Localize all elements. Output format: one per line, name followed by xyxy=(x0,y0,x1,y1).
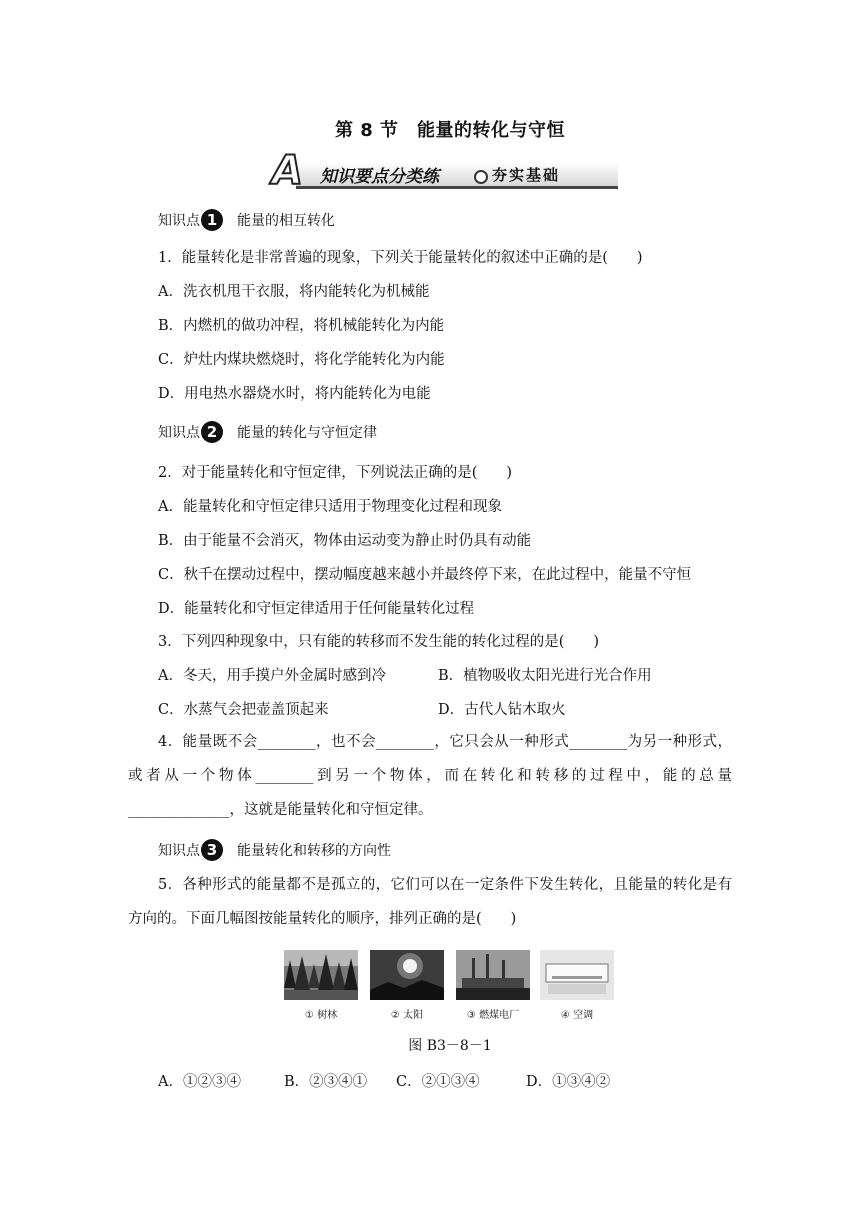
question-2-option-b: B．由于能量不会消灭，物体由运动变为静止时仍具有动能 xyxy=(158,533,532,549)
question-1-option-a: A．洗衣机甩干衣服，将内能转化为机械能 xyxy=(158,284,430,300)
question-4-text: 4．能量既不会________，也不会________，它只会从一种形式________为另一种形式，或者从一个物体________到另一个物体，而在转化和转移的过程中，能的总量______________，这就是能量转化和守恒定律。 xyxy=(128,734,732,818)
banner-subtitle: 夯实基础 xyxy=(492,166,561,184)
sun-photo xyxy=(370,950,444,1000)
question-1-option-b: B．内燃机的做功冲程，将机械能转化为内能 xyxy=(158,318,445,334)
knowledge-point-title: 能量的转化与守恒定律 xyxy=(237,425,377,441)
section-banner xyxy=(270,148,620,194)
question-3-stem: 3．下列四种现象中，只有能的转移而不发生能的转化过程的是( ) xyxy=(158,634,600,650)
number-3-icon: 3 xyxy=(201,839,223,861)
knowledge-point-title: 能量的相互转化 xyxy=(237,213,335,229)
forest-photo xyxy=(284,950,358,1000)
banner-dot-icon xyxy=(474,170,488,184)
knowledge-point-2 xyxy=(158,421,377,443)
question-2-option-d: D．能量转化和守恒定律适用于任何能量转化过程 xyxy=(158,601,475,617)
question-5-option-c: C．②①③④ xyxy=(396,1074,480,1090)
figure-b3-8-1 xyxy=(284,950,614,1026)
banner-title: 知识要点分类练 xyxy=(320,167,439,187)
question-5-option-b: B．②③④① xyxy=(284,1074,368,1090)
air-conditioner-photo xyxy=(540,950,614,1000)
figure-label: 图 B3－8－1 xyxy=(408,1038,492,1054)
figure-caption-1: ① 树林 xyxy=(304,1010,338,1021)
question-3-option-d: D．古代人钻木取火 xyxy=(438,702,566,718)
number-2-icon: 2 xyxy=(201,421,223,443)
figure-caption-2: ② 太阳 xyxy=(390,1010,424,1021)
number-1-icon: 1 xyxy=(201,209,223,231)
knowledge-point-3 xyxy=(158,839,391,861)
question-5-stem: 5．各种形式的能量都不是孤立的，它们可以在一定条件下发生转化，且能量的转化是有方向的。下面几幅图按能量转化的顺序，排列正确的是( ) xyxy=(128,877,732,927)
question-2-stem: 2．对于能量转化和守恒定律，下列说法正确的是( ) xyxy=(158,465,513,481)
knowledge-point-prefix: 知识点 xyxy=(158,213,200,229)
page-title: 第 8 节 能量的转化与守恒 xyxy=(334,120,566,141)
knowledge-point-prefix: 知识点 xyxy=(158,425,200,441)
banner-letter: A xyxy=(272,148,303,194)
figure-caption-3: ③ 燃煤电厂 xyxy=(466,1010,520,1021)
question-5-option-a: A．①②③④ xyxy=(158,1074,241,1090)
question-1-option-c: C．炉灶内煤块燃烧时，将化学能转化为内能 xyxy=(158,352,445,368)
question-1-option-d: D．用电热水器烧水时，将内能转化为电能 xyxy=(158,386,431,402)
coal-power-plant-photo xyxy=(456,950,530,1000)
question-3-option-b: B．植物吸收太阳光进行光合作用 xyxy=(438,668,652,684)
question-2-option-a: A．能量转化和守恒定律只适用于物理变化过程和现象 xyxy=(158,499,502,515)
question-2-option-c: C．秋千在摆动过程中，摆动幅度越来越小并最终停下来，在此过程中，能量不守恒 xyxy=(158,567,692,583)
question-3-option-a: A．冬天，用手摸户外金属时感到冷 xyxy=(158,668,386,684)
knowledge-point-prefix: 知识点 xyxy=(158,843,200,859)
question-5-option-d: D．①③④② xyxy=(526,1074,611,1090)
question-3-option-c: C．水蒸气会把壶盖顶起来 xyxy=(158,702,329,718)
knowledge-point-1 xyxy=(158,209,335,231)
figure-caption-4: ④ 空调 xyxy=(560,1010,594,1021)
question-1-stem: 1．能量转化是非常普遍的现象，下列关于能量转化的叙述中正确的是( ) xyxy=(158,250,643,266)
knowledge-point-title: 能量转化和转移的方向性 xyxy=(237,843,391,859)
